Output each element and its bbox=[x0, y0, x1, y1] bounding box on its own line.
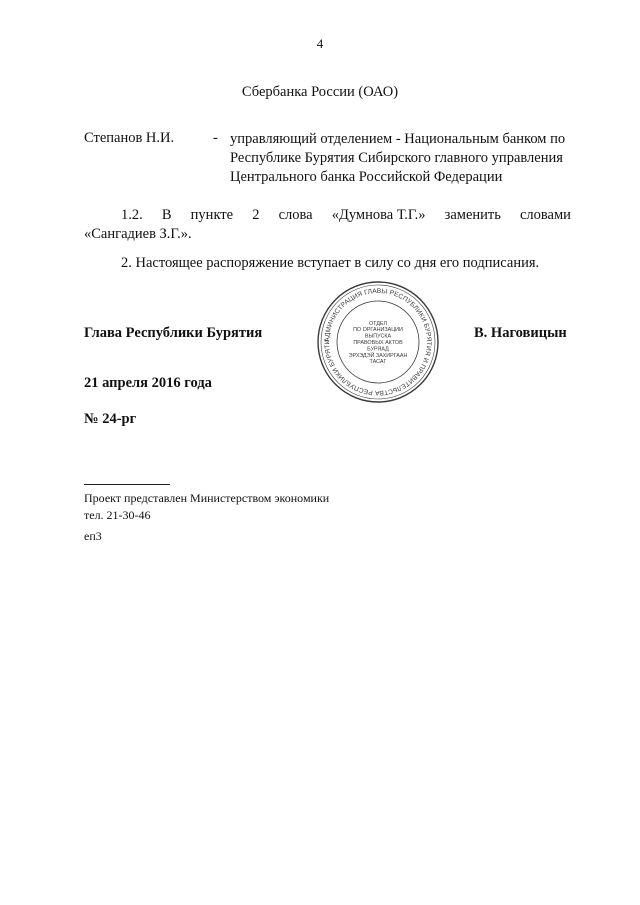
member-role-line: Республике Бурятия Сибирского главного управления bbox=[230, 150, 563, 166]
seal-center-line: ПО ОРГАНИЗАЦИИ bbox=[353, 327, 403, 334]
paragraph-word: «Думнова Т.Г.» bbox=[331, 207, 426, 223]
member-name: Степанов Н.И. bbox=[84, 130, 175, 146]
seal-center-line: ТАСАГ bbox=[369, 359, 387, 366]
member-role bbox=[230, 130, 590, 187]
footnote-line: Проект представлен Министерством экономики bbox=[84, 491, 330, 505]
seal-center-line: БУРЯАД bbox=[367, 346, 389, 353]
seal-center-line: ЭРХЭДЭЙ ЗАХИРГААН bbox=[348, 352, 408, 359]
member-role-line: управляющий отделением - Национальным банком по bbox=[230, 131, 566, 147]
page-number: 4 bbox=[316, 36, 324, 51]
paragraph-word: заменить bbox=[444, 207, 501, 223]
member-dash: - bbox=[213, 130, 218, 146]
paragraph-2: 2. Настоящее распоряжение вступает в силу со дня его подписания. bbox=[121, 255, 540, 271]
document-date: 21 апреля 2016 года bbox=[84, 375, 212, 391]
paragraph-1-2-line-1 bbox=[84, 206, 571, 225]
seal-graphic bbox=[316, 280, 440, 404]
footnote-line: тел. 21-30-46 bbox=[84, 508, 151, 522]
member-role-line: Центрального банка Российской Федерации bbox=[230, 169, 503, 185]
seal-center-line: ПРАВОВЫХ АКТОВ bbox=[353, 340, 403, 346]
footnote-divider bbox=[84, 484, 170, 485]
footnote bbox=[84, 490, 329, 524]
paragraph-word: словами bbox=[519, 207, 571, 223]
paragraph-word: слова bbox=[278, 207, 313, 223]
seal-center-line: ОТДЕЛ bbox=[368, 320, 388, 327]
seal-center-line: ВЫПУСКА bbox=[364, 333, 392, 340]
bank-name-line: Сбербанка России (ОАО) bbox=[241, 84, 399, 100]
paragraph-1-2 bbox=[84, 206, 571, 244]
official-seal bbox=[316, 280, 440, 404]
paragraph-word: В bbox=[161, 207, 172, 223]
seal-center-text bbox=[349, 321, 408, 365]
paragraph-word: 1.2. bbox=[121, 207, 143, 223]
seal-ring-text: АДМИНИСТРАЦИЯ ГЛАВЫ РЕСПУБЛИКИ БУРЯТИЯ И ПРАВИТЕЛЬСТВА РЕСПУБЛИКИ БУРЯТИ bbox=[323, 287, 433, 397]
paragraph-word: пункте bbox=[190, 207, 234, 223]
paragraph-1-2-line-2: «Сангадиев З.Г.». bbox=[84, 226, 192, 242]
paragraph-word: 2 bbox=[252, 207, 260, 223]
signatory-name: В. Наговицын bbox=[474, 325, 567, 341]
document-number: № 24-рг bbox=[84, 411, 137, 427]
signatory-title: Глава Республики Бурятия bbox=[84, 325, 263, 341]
executor-initials: еп3 bbox=[84, 529, 102, 543]
